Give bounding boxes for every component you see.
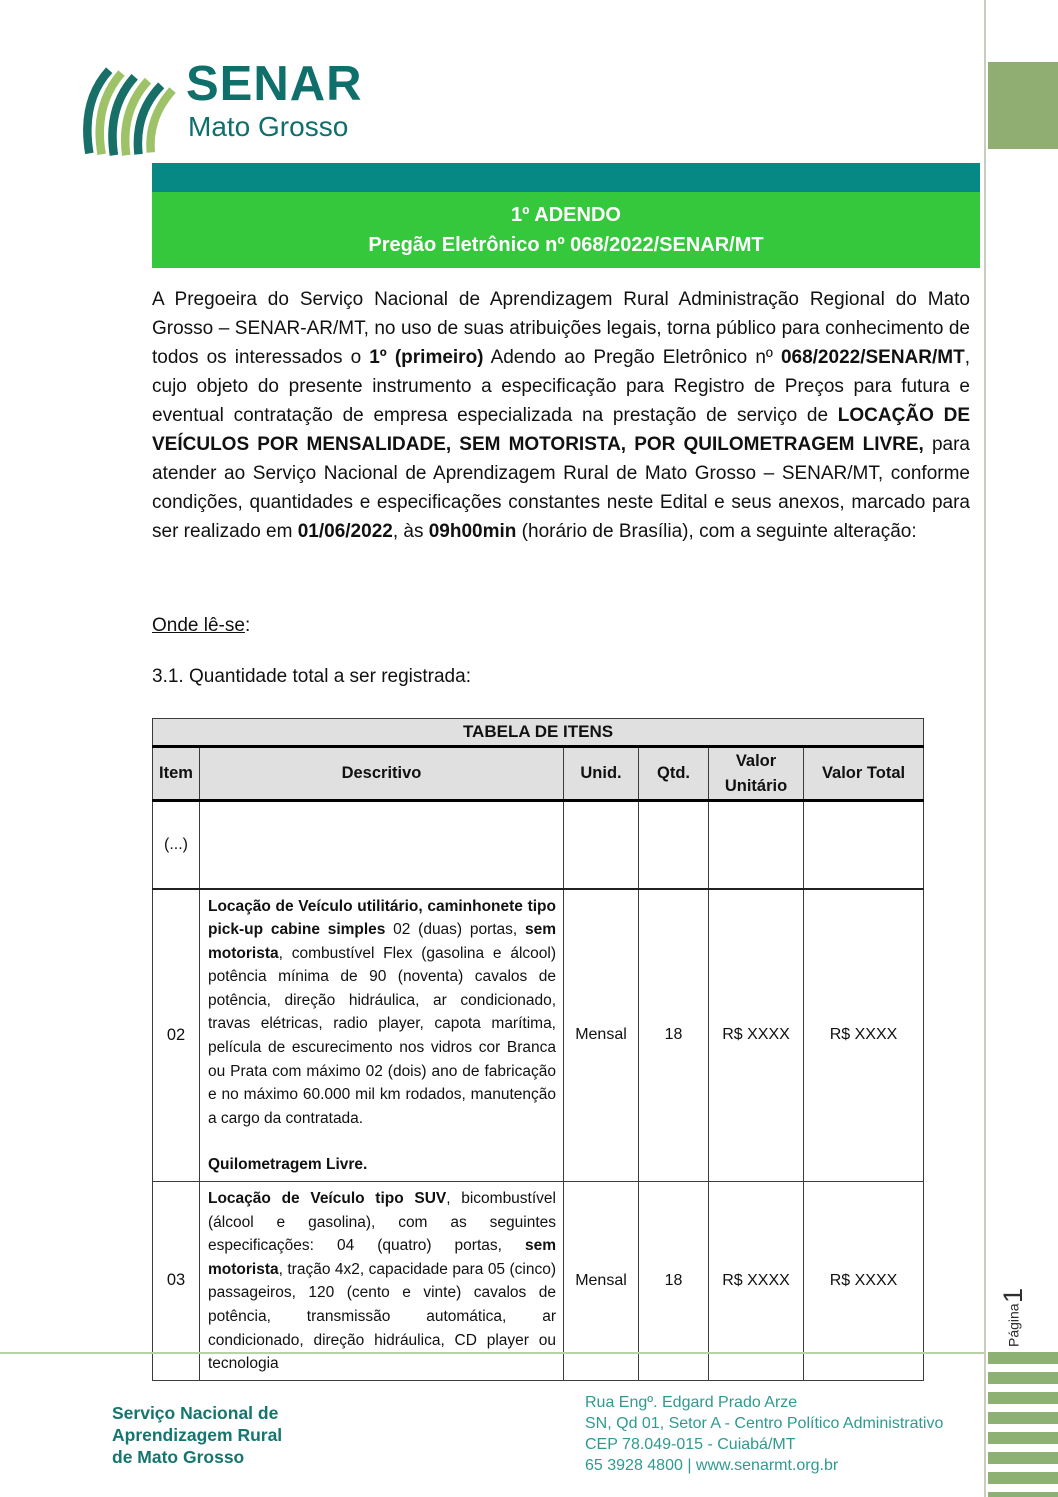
col-header-unid: Unid. — [564, 747, 639, 801]
cell-item: 02 — [153, 889, 200, 1182]
cell-item: (...) — [153, 801, 200, 889]
cell-valor-total — [804, 801, 924, 889]
cell-unid: Mensal — [564, 1182, 639, 1381]
cell-qtd: 18 — [639, 1182, 709, 1381]
footer-address: Rua Engº. Edgard Prado Arze SN, Qd 01, Setor A - Centro Político Administrativo CEP 78.049-015 - Cuiabá/MT 65 3928 4800 | www.senarmt.org.br — [585, 1394, 944, 1474]
col-header-valor-total: Valor Total — [804, 747, 924, 801]
table-header-row — [153, 747, 924, 801]
banner-line-2: Pregão Eletrônico nº 068/2022/SENAR/MT — [368, 234, 764, 256]
intro-paragraph: A Pregoeira do Serviço Nacional de Aprendizagem Rural Administração Regional do Mato Grosso – SENAR-AR/MT, no uso de suas atribuições legais, torna público para conhecimento de todos os interessados o 1º (primeiro) Adendo ao Pregão Eletrônico nº 068/2022/SENAR/MT, cujo objeto do presente instrumento a especificação para Registro de Preços para futura e eventual contratação de empresa especializada na prestação de serviço de LOCAÇÃO DE VEÍCULOS POR MENSALIDADE, SEM MOTORISTA, POR QUILOMETRAGEM LIVRE, para atender ao Serviço Nacional de Aprendizagem Rural de Mato Grosso – SENAR/MT, conforme condições, quantidades e especificações constantes neste Edital e seus anexos, marcado para ser realizado em 01/06/2022, às 09h00min (horário de Brasília), com a seguinte alteração: — [152, 289, 970, 542]
col-header-qtd: Qtd. — [639, 747, 709, 801]
cell-descritivo: Locação de Veículo utilitário, caminhonete tipo pick-up cabine simples 02 (duas) portas, sem motorista, combustível Flex (gasolina e álcool) potência mínima de 90 (noventa) cavalos de potência, direção hidráulica, ar condicionado, travas elétricas, radio player, capota marítima, película de escurecimento nos vidros cor Branca ou Prata com máximo 02 (dois) ano de fabricação e no máximo 60.000 mil km rodados, manutenção a cargo da contratada. Quilometragem Livre. — [200, 889, 564, 1182]
footer-separator-line — [0, 1352, 985, 1354]
cell-valor-total: R$ XXXX — [804, 889, 924, 1182]
section-3-1-heading: 3.1. Quantidade total a ser registrada: — [152, 666, 471, 687]
table-caption-row — [153, 719, 924, 747]
items-table-wrapper — [152, 718, 927, 1381]
table-row-03 — [153, 1182, 924, 1381]
footer-org-name: Serviço Nacional de Aprendizagem Rural de Mato Grosso — [112, 1403, 283, 1467]
cell-item: 03 — [153, 1182, 200, 1381]
section-onde-le-se: Onde lê-se: — [152, 615, 251, 636]
cell-unid: Mensal — [564, 889, 639, 1182]
cell-qtd: 18 — [639, 889, 709, 1182]
items-table — [152, 718, 924, 1381]
col-header-descritivo: Descritivo — [200, 747, 564, 801]
table-row-ellipsis — [153, 801, 924, 889]
cell-descritivo: Locação de Veículo tipo SUV, bicombustível (álcool e gasolina), com as seguintes especificações: 04 (quatro) portas, sem motorista, tração 4x2, capacidade para 05 (cinco) passageiros, 120 (cento e vinte) cavalos de potência, transmissão automática, ar condicionado, direção hidráulica, CD player ou tecnologia — [200, 1182, 564, 1381]
cell-descritivo — [200, 801, 564, 889]
title-banner — [152, 192, 980, 268]
table-caption: TABELA DE ITENS — [153, 719, 924, 747]
top-right-accent-block — [988, 62, 1058, 149]
cell-valor-total: R$ XXXX — [804, 1182, 924, 1381]
col-header-item: Item — [153, 747, 200, 801]
col-header-valor-unitario: Valor Unitário — [709, 747, 804, 801]
page-edge-line — [984, 0, 986, 1497]
senar-logo — [78, 56, 498, 161]
header-teal-bar — [152, 163, 980, 192]
cell-qtd — [639, 801, 709, 889]
banner-line-1: 1º ADENDO — [511, 204, 621, 226]
logo-title: SENAR — [186, 57, 363, 111]
logo-subtitle: Mato Grosso — [188, 111, 349, 142]
cell-unid — [564, 801, 639, 889]
description-blank-line — [208, 1130, 556, 1153]
cell-valor-unitario: R$ XXXX — [709, 1182, 804, 1381]
bottom-right-stripes — [988, 1352, 1058, 1497]
cell-valor-unitario — [709, 801, 804, 889]
description-footer: Quilometragem Livre. — [208, 1156, 368, 1174]
table-row-02 — [153, 889, 924, 1182]
page-number: Página 1 — [998, 1288, 1028, 1347]
senar-fan-icon — [78, 56, 182, 160]
cell-valor-unitario: R$ XXXX — [709, 889, 804, 1182]
